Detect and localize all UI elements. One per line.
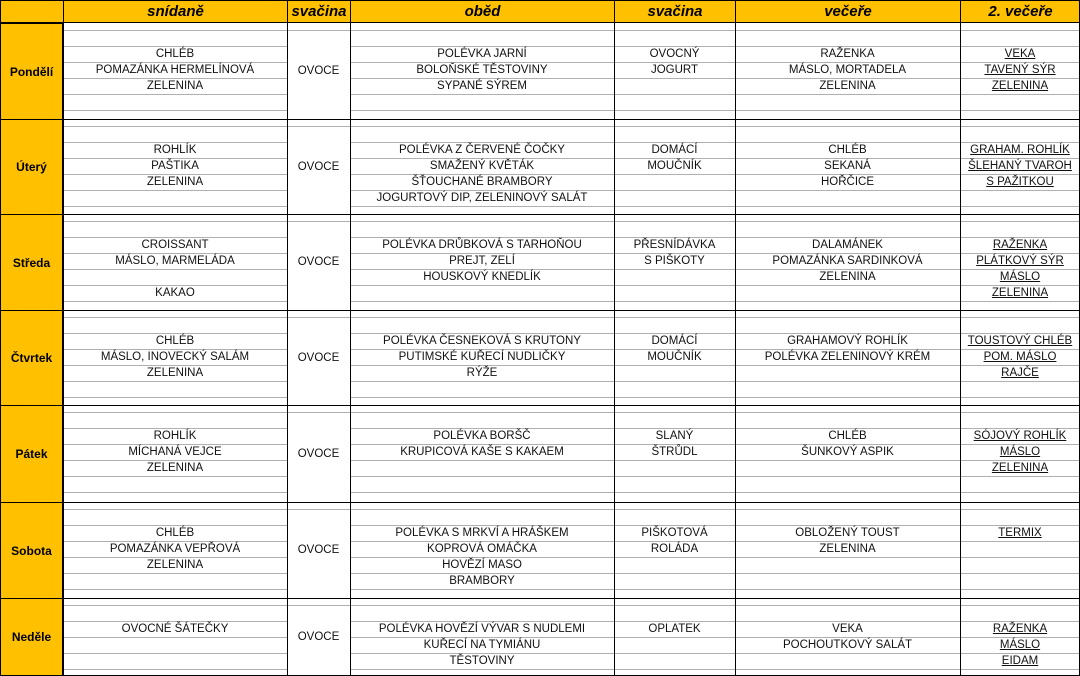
menu-cell: POMAZÁNKA HERMELÍNOVÁ [95, 64, 255, 76]
menu-cell [735, 476, 960, 492]
menu-cell [63, 30, 287, 46]
menu-cell [63, 317, 287, 333]
menu-cell: HOŘČICE [820, 176, 875, 188]
menu-cell [614, 476, 735, 492]
header-4: svačina [614, 0, 736, 23]
menu-cell: ZELENINA [991, 80, 1049, 92]
day-label-0: Pondělí [0, 23, 63, 120]
menu-cell: MÁSLO [999, 446, 1041, 458]
menu-cell [614, 573, 735, 589]
snack-ovoce: OVOCE [297, 630, 340, 643]
column-line [614, 0, 615, 675]
menu-cell: SYPANÉ SÝREM [437, 80, 527, 92]
day-label-6: Neděle [0, 598, 63, 676]
menu-cell: KUŘECÍ NA TYMIÁNU [423, 639, 541, 651]
row-line [960, 669, 1080, 670]
menu-cell [735, 573, 960, 589]
row-line [350, 669, 614, 670]
menu-cell: PLÁTKOVÝ SÝR [976, 255, 1064, 267]
menu-cell: MÁSLO, INOVECKÝ SALÁM [100, 351, 250, 363]
menu-cell [960, 557, 1080, 573]
day-label-4: Pátek [0, 405, 63, 503]
menu-cell: JOGURTOVÝ DIP, ZELENINOVÝ SALÁT [376, 192, 588, 204]
menu-cell: POLÉVKA JARNÍ [437, 48, 527, 60]
menu-cell: ROHLÍK [153, 430, 197, 442]
column-line [0, 0, 1, 675]
day-label-3: Čtvrtek [0, 310, 63, 406]
menu-cell: OBLOŽENÝ TOUST [795, 527, 900, 539]
row-line [735, 492, 960, 493]
menu-cell: POLÉVKA ČESNEKOVÁ S KRUTONY [383, 335, 581, 347]
menu-cell [960, 476, 1080, 492]
row-line [63, 492, 287, 493]
menu-cell [350, 221, 614, 237]
menu-cell [350, 317, 614, 333]
menu-cell [63, 476, 287, 492]
menu-cell: ZELENINA [819, 543, 876, 555]
row-line [735, 110, 960, 111]
menu-cell [63, 412, 287, 428]
menu-cell: ŠLEHANÝ TVAROH [968, 160, 1072, 172]
row-line [63, 206, 287, 207]
menu-cell [350, 94, 614, 110]
menu-cell: CROISSANT [141, 239, 209, 251]
row-line [735, 301, 960, 302]
menu-cell: HOVĚZÍ MASO [442, 559, 522, 571]
day-separator [0, 119, 1080, 120]
row-line [735, 669, 960, 670]
day-label-5: Sobota [0, 502, 63, 599]
menu-cell: ZELENINA [819, 80, 876, 92]
menu-cell: DOMÁCÍ [651, 335, 698, 347]
column-line [735, 0, 736, 675]
menu-cell: HOUSKOVÝ KNEDLÍK [423, 271, 541, 283]
menu-cell [63, 190, 287, 206]
menu-cell: RÝŽE [466, 367, 498, 379]
header-3: oběd [350, 0, 615, 23]
menu-cell [63, 605, 287, 621]
menu-cell: ROLÁDA [650, 543, 699, 555]
row-line [735, 206, 960, 207]
menu-cell: MOUČNÍK [647, 160, 702, 172]
snack-ovoce: OVOCE [297, 544, 340, 556]
row-line [614, 589, 735, 590]
menu-cell [960, 541, 1080, 557]
menu-cell: ROHLÍK [153, 144, 197, 156]
menu-cell: EIDAM [1001, 655, 1039, 667]
menu-cell: S PIŠKOTY [644, 255, 705, 267]
day-label-2: Středa [0, 214, 63, 311]
menu-cell: JOGURT [650, 64, 699, 76]
menu-cell: SEKANÁ [824, 160, 871, 172]
menu-cell [614, 269, 735, 285]
header-1: snídaně [63, 0, 288, 23]
menu-cell [614, 557, 735, 573]
row-line [960, 206, 1080, 207]
row-line [614, 110, 735, 111]
menu-cell: POM. MÁSLO [983, 351, 1057, 363]
menu-cell [63, 573, 287, 589]
menu-cell: CHLÉB [155, 48, 195, 60]
menu-cell [735, 653, 960, 669]
menu-cell: POLÉVKA ZELENINOVÝ KRÉM [764, 351, 931, 363]
menu-cell: TAVENÝ SÝR [984, 64, 1056, 76]
menu-cell: SÓJOVÝ ROHLÍK [973, 430, 1067, 442]
menu-cell: TERMIX [998, 527, 1042, 539]
menu-cell: KAKAO [155, 287, 195, 299]
snack-ovoce: OVOCE [297, 65, 340, 77]
row-line [350, 589, 614, 590]
menu-cell [960, 94, 1080, 110]
column-line [63, 0, 64, 675]
menu-cell: GRAHAM. ROHLÍK [970, 144, 1070, 156]
menu-cell: VEKA [832, 623, 863, 635]
menu-cell [63, 381, 287, 397]
menu-cell [350, 30, 614, 46]
row-line [960, 397, 1080, 398]
menu-cell [735, 381, 960, 397]
menu-cell: ZELENINA [991, 287, 1049, 299]
day-label-1: Úterý [0, 119, 63, 215]
menu-cell [614, 412, 735, 428]
row-line [960, 110, 1080, 111]
menu-cell [350, 285, 614, 301]
row-line [63, 301, 287, 302]
menu-cell: ZELENINA [146, 80, 204, 92]
row-line [735, 397, 960, 398]
row-line [350, 301, 614, 302]
row-line [350, 110, 614, 111]
menu-cell: S PAŽITKOU [986, 176, 1054, 188]
menu-cell [350, 412, 614, 428]
menu-cell: POLÉVKA HOVĚZÍ VÝVAR S NUDLEMI [378, 623, 586, 635]
menu-cell [614, 190, 735, 206]
menu-cell: ŠUNKOVÝ ASPIK [801, 446, 894, 458]
row-line [614, 301, 735, 302]
menu-cell: MÁSLO, MARMELÁDA [115, 255, 235, 267]
menu-cell [614, 30, 735, 46]
menu-cell: CHLÉB [828, 430, 867, 442]
menu-cell [63, 269, 287, 285]
menu-cell [735, 285, 960, 301]
header-corner [0, 0, 64, 23]
menu-cell: KRUPICOVÁ KAŠE S KAKAEM [400, 446, 564, 458]
row-line [350, 397, 614, 398]
day-separator [0, 310, 1080, 311]
menu-cell [735, 317, 960, 333]
menu-cell: POLÉVKA BORŠČ [433, 430, 531, 442]
menu-cell: RAŽENKA [820, 48, 875, 60]
menu-cell [614, 365, 735, 381]
menu-cell [350, 605, 614, 621]
menu-cell: RAŽENKA [992, 239, 1048, 251]
menu-cell: BRAMBORY [449, 575, 515, 587]
menu-cell: CHLÉB [155, 335, 195, 347]
menu-cell [614, 605, 735, 621]
menu-cell [614, 509, 735, 525]
menu-cell [735, 509, 960, 525]
menu-cell [735, 460, 960, 476]
menu-cell [614, 78, 735, 94]
menu-cell [63, 653, 287, 669]
snack-ovoce: OVOCE [297, 351, 340, 364]
row-line [63, 397, 287, 398]
menu-cell [960, 381, 1080, 397]
menu-cell [350, 476, 614, 492]
menu-cell [614, 460, 735, 476]
menu-cell [614, 381, 735, 397]
header-6: 2. večeře [960, 0, 1080, 23]
menu-cell: PUTIMSKÉ KUŘECÍ NUDLIČKY [398, 351, 566, 363]
menu-cell [350, 381, 614, 397]
menu-cell [735, 605, 960, 621]
row-line [960, 589, 1080, 590]
column-line [960, 0, 961, 675]
menu-cell: MÁSLO, MORTADELA [788, 64, 907, 76]
row-line [960, 492, 1080, 493]
menu-cell: DALAMÁNEK [812, 239, 883, 251]
header-5: večeře [735, 0, 961, 23]
menu-cell [63, 221, 287, 237]
menu-cell: OPLATEK [648, 623, 701, 635]
menu-cell [614, 637, 735, 653]
menu-cell: RAŽENKA [992, 623, 1048, 635]
menu-cell [614, 126, 735, 142]
row-line [614, 206, 735, 207]
row-line [735, 589, 960, 590]
row-line [63, 110, 287, 111]
menu-cell: KOPROVÁ OMÁČKA [427, 543, 537, 555]
menu-cell: DOMÁCÍ [651, 144, 698, 156]
menu-cell [614, 317, 735, 333]
menu-cell: VEKA [1004, 48, 1036, 60]
menu-cell: POMAZÁNKA VEPŘOVÁ [109, 543, 241, 555]
row-line [960, 301, 1080, 302]
menu-cell [735, 221, 960, 237]
menu-cell: PAŠTIKA [151, 160, 199, 172]
menu-cell: ZELENINA [146, 559, 204, 571]
menu-cell: ZELENINA [146, 462, 204, 474]
row-line [614, 397, 735, 398]
menu-cell [63, 509, 287, 525]
menu-cell [735, 557, 960, 573]
menu-cell: ŠŤOUCHANÉ BRAMBORY [411, 176, 553, 188]
snack-ovoce: OVOCE [297, 447, 340, 460]
row-line [614, 669, 735, 670]
menu-cell: MÁSLO [999, 271, 1041, 283]
menu-cell: ZELENINA [146, 367, 204, 379]
row-line [350, 206, 614, 207]
menu-cell [63, 94, 287, 110]
menu-cell [63, 126, 287, 142]
menu-cell [735, 412, 960, 428]
menu-cell [614, 174, 735, 190]
menu-cell: MOUČNÍK [647, 351, 702, 363]
menu-cell: POLÉVKA Z ČERVENÉ ČOČKY [399, 144, 565, 156]
menu-cell: POLÉVKA S MRKVÍ A HRÁŠKEM [395, 527, 569, 539]
row-line [63, 589, 287, 590]
menu-cell: ZELENINA [819, 271, 876, 283]
day-separator [0, 598, 1080, 599]
day-separator [0, 405, 1080, 406]
menu-cell [614, 653, 735, 669]
menu-cell [960, 573, 1080, 589]
menu-cell: POMAZÁNKA SARDINKOVÁ [772, 255, 923, 267]
menu-cell [960, 190, 1080, 206]
menu-cell: ZELENINA [991, 462, 1049, 474]
menu-cell: GRAHAMOVÝ ROHLÍK [787, 335, 908, 347]
day-separator [0, 502, 1080, 503]
menu-cell [350, 126, 614, 142]
row-line [614, 492, 735, 493]
menu-cell: PŘESNÍDÁVKA [633, 239, 716, 251]
menu-cell [735, 190, 960, 206]
row-line [63, 669, 287, 670]
menu-cell [614, 94, 735, 110]
menu-cell [735, 30, 960, 46]
row-line [350, 492, 614, 493]
column-line [350, 0, 351, 675]
menu-cell: RAJČE [1001, 367, 1039, 379]
menu-cell: POLÉVKA DRŮBKOVÁ S TARHOŇOU [382, 239, 582, 251]
menu-cell [614, 285, 735, 301]
menu-cell: TOUSTOVÝ CHLÉB [967, 335, 1073, 347]
menu-cell: ZELENINA [146, 176, 204, 188]
day-separator [0, 214, 1080, 215]
menu-cell [63, 637, 287, 653]
menu-cell: OVOCNÉ ŠÁTEČKY [121, 623, 229, 635]
menu-cell: MÁSLO [999, 639, 1041, 651]
menu-cell: SMAŽENÝ KVĚTÁK [429, 160, 535, 172]
menu-cell: ŠTRŮDL [651, 446, 698, 458]
menu-cell: CHLÉB [828, 144, 867, 156]
menu-cell [735, 94, 960, 110]
menu-cell [735, 365, 960, 381]
menu-cell [350, 509, 614, 525]
menu-cell: OVOCNÝ [649, 48, 700, 60]
menu-cell [735, 126, 960, 142]
menu-cell: MÍCHANÁ VEJCE [128, 446, 222, 458]
menu-cell: CHLÉB [155, 527, 195, 539]
snack-ovoce: OVOCE [297, 256, 340, 268]
column-line [287, 0, 288, 675]
menu-cell: TĚSTOVINY [449, 655, 515, 667]
header-2: svačina [287, 0, 351, 23]
menu-cell: PIŠKOTOVÁ [641, 527, 708, 539]
menu-cell: BOLOŇSKÉ TĚSTOVINY [416, 64, 548, 76]
snack-ovoce: OVOCE [297, 160, 340, 173]
menu-cell [614, 221, 735, 237]
menu-cell: SLANÝ [655, 430, 694, 442]
menu-cell: PREJT, ZELÍ [449, 255, 515, 267]
menu-cell: POCHOUTKOVÝ SALÁT [782, 639, 913, 651]
menu-cell [350, 460, 614, 476]
